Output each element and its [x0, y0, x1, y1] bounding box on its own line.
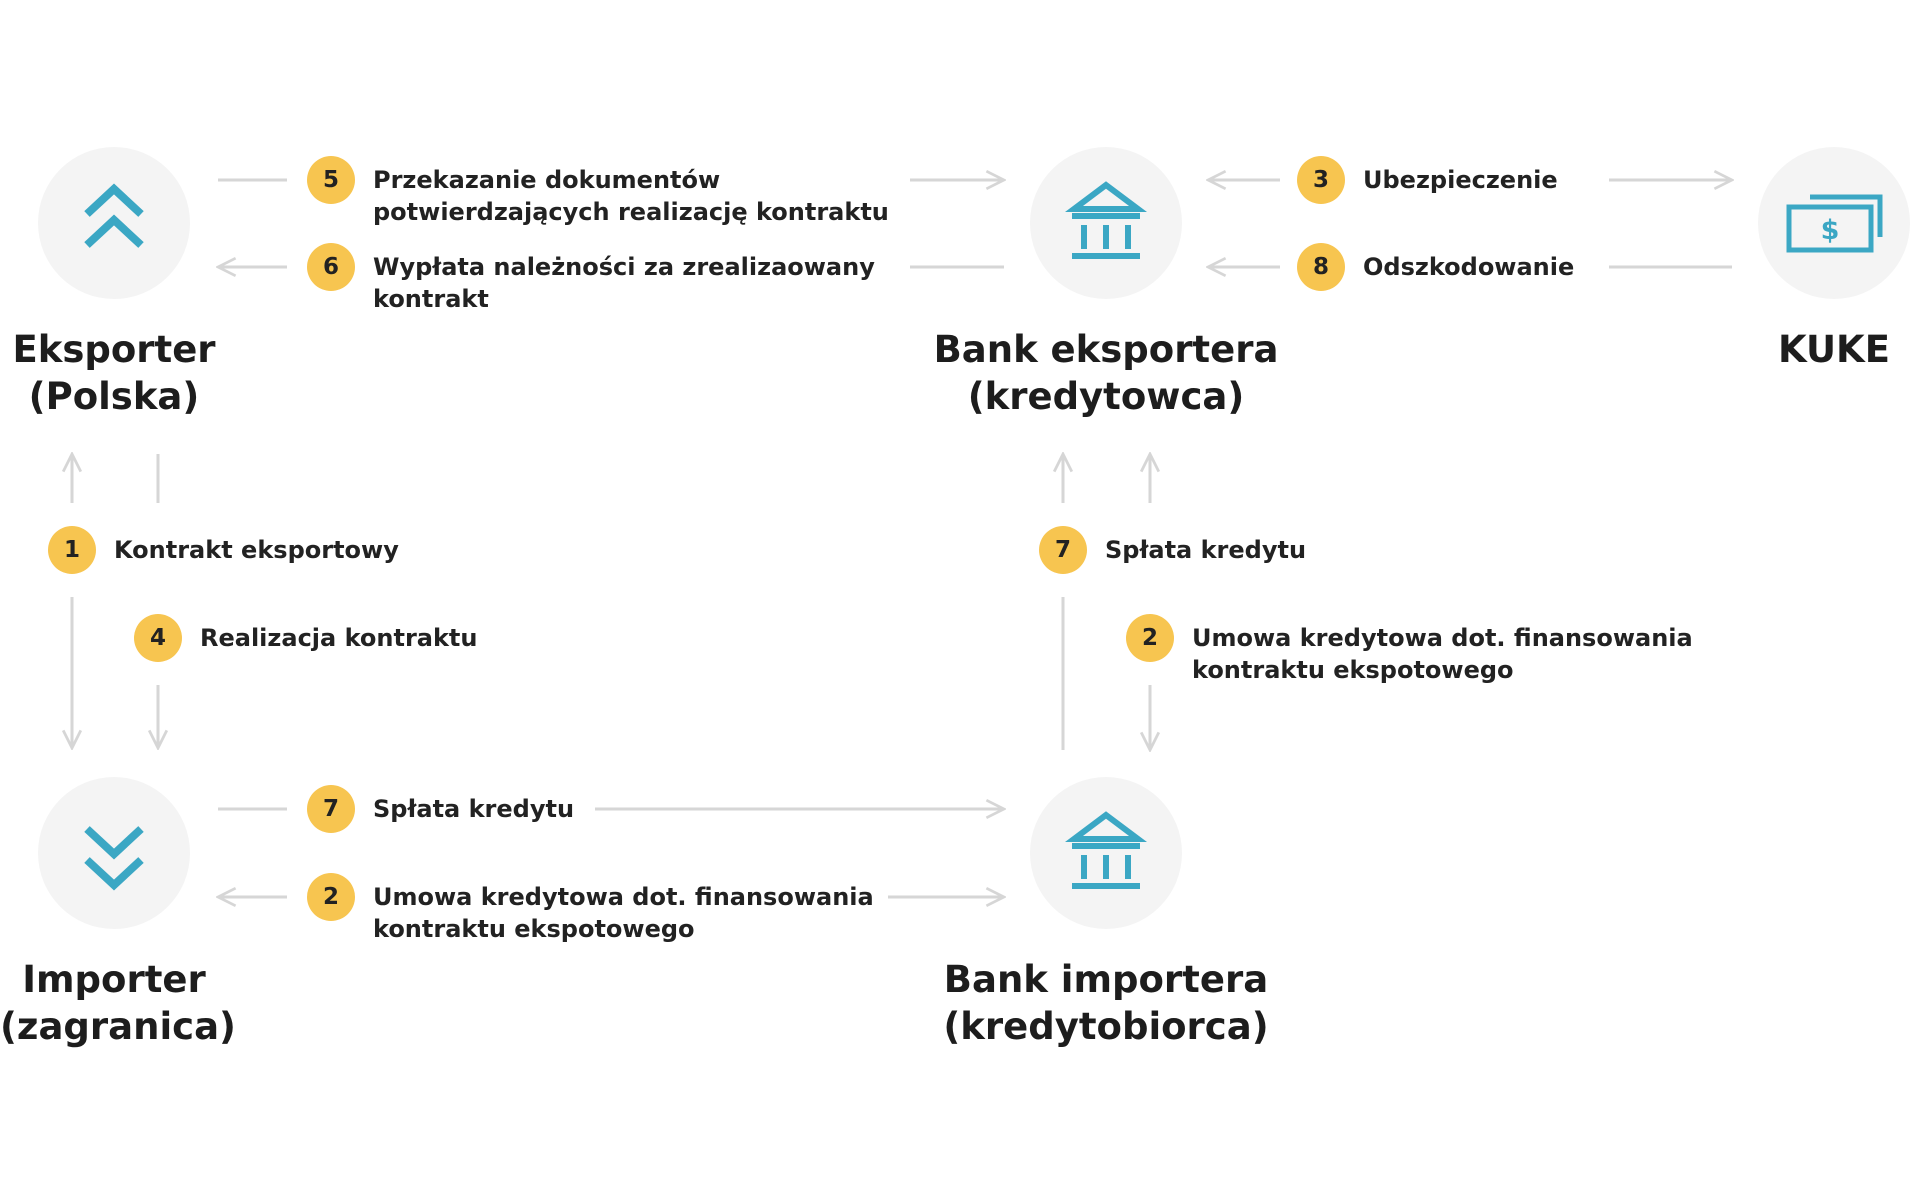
kuke-label: [1724, 326, 1920, 373]
importer-bank-label-line1: Bank importera: [943, 958, 1269, 1001]
importer-label: [0, 956, 236, 1050]
step-number-badge: 6: [307, 243, 355, 291]
svg-text:$: $: [1820, 215, 1840, 246]
step-number-badge: 8: [1297, 243, 1345, 291]
step-6-line1: Wypłata należności za zrealizaowany: [373, 253, 875, 281]
step-4-text: [200, 622, 478, 654]
step-7-right-text: [1105, 534, 1306, 566]
step-number-badge: 3: [1297, 156, 1345, 204]
step-4-line1: Realizacja kontraktu: [200, 624, 478, 652]
step-5-line2: potwierdzających realizację kontraktu: [373, 198, 889, 226]
exporter-label-line1: Eksporter: [12, 328, 216, 371]
step-5-line1: Przekazanie dokumentów: [373, 166, 721, 194]
step-number-badge: 2: [307, 873, 355, 921]
chevrons-up-icon: [38, 147, 190, 299]
bank-icon: [1030, 777, 1182, 929]
chevrons-down-icon: [38, 777, 190, 929]
exporter-node: [38, 147, 190, 299]
step-number-badge: 7: [307, 785, 355, 833]
step-2-bottom-line2: kontraktu ekspotowego: [373, 915, 695, 943]
step-7-bottom-line1: Spłata kredytu: [373, 795, 575, 823]
exporter-bank-label-line2: (kredytowca): [967, 375, 1245, 418]
importer-label-line2: (zagranica): [0, 1005, 236, 1048]
step-8-line1: Odszkodowanie: [1363, 253, 1575, 281]
step-2-right-line1: Umowa kredytowa dot. finansowania: [1192, 624, 1693, 652]
step-number-badge: 4: [134, 614, 182, 662]
step-6-text: [373, 251, 875, 315]
step-2-bottom-line1: Umowa kredytowa dot. finansowania: [373, 883, 874, 911]
exporter-bank-label: [906, 326, 1306, 420]
importer-bank-label: [906, 956, 1306, 1050]
step-number-badge: 2: [1126, 614, 1174, 662]
importer-node: [38, 777, 190, 929]
exporter-bank-node: [1030, 147, 1182, 299]
step-8-text: [1363, 251, 1574, 283]
bank-icon: [1030, 147, 1182, 299]
exporter-label: [0, 326, 228, 420]
kuke-label-line1: KUKE: [1777, 328, 1890, 371]
step-2-right-line2: kontraktu ekspotowego: [1192, 656, 1514, 684]
step-number-badge: 7: [1039, 526, 1087, 574]
step-number-badge: 1: [48, 526, 96, 574]
step-1-line1: Kontrakt eksportowy: [114, 536, 399, 564]
importer-label-line1: Importer: [22, 958, 206, 1001]
step-6-line2: kontrakt: [373, 285, 489, 313]
exporter-bank-label-line1: Bank eksportera: [933, 328, 1279, 371]
step-7-right-line1: Spłata kredytu: [1105, 536, 1307, 564]
step-5-text: [373, 164, 889, 228]
step-3-text: [1363, 164, 1558, 196]
step-3-line1: Ubezpieczenie: [1363, 166, 1558, 194]
exporter-label-line2: (Polska): [28, 375, 200, 418]
step-7-bottom-text: [373, 793, 574, 825]
step-number-badge: 5: [307, 156, 355, 204]
importer-bank-node: [1030, 777, 1182, 929]
kuke-node: [1758, 147, 1910, 299]
importer-bank-label-line2: (kredytobiorca): [943, 1005, 1269, 1048]
money-bills-icon: [1758, 147, 1910, 299]
step-1-text: [114, 534, 399, 566]
step-2-bottom-text: [373, 881, 874, 945]
step-2-right-text: [1192, 622, 1693, 686]
